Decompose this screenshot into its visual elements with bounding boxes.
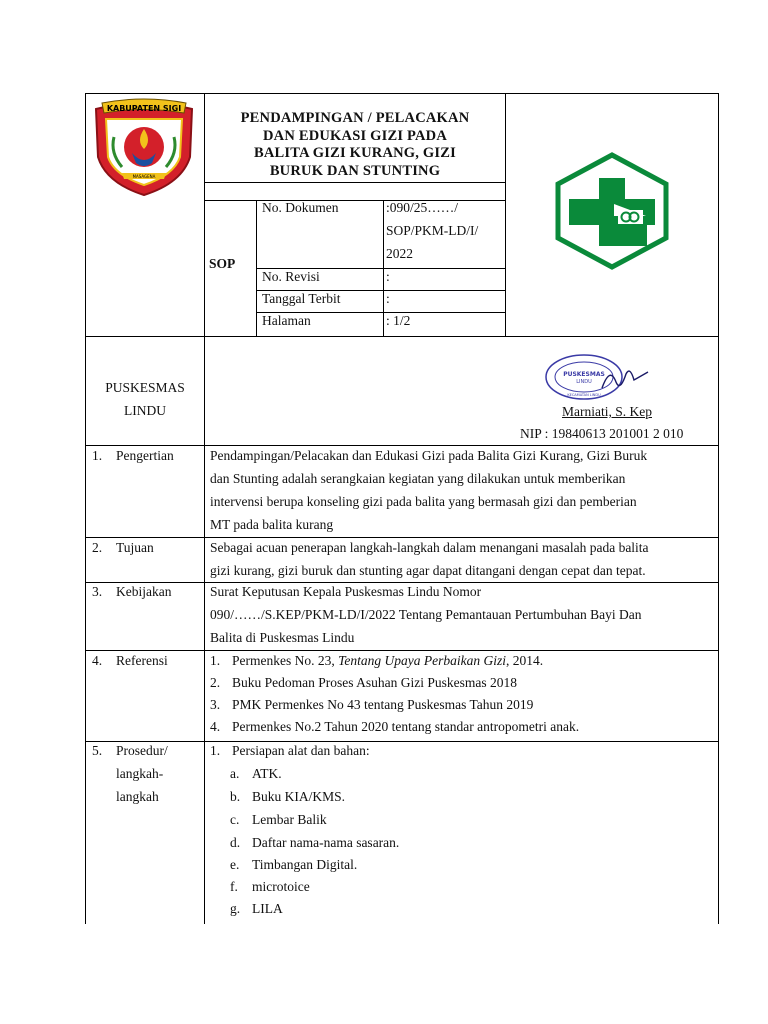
tanggal-terbit-value: : [386, 291, 390, 306]
referensi-item-4-number: 4. [210, 719, 221, 734]
title-line-4: BURUK DAN STUNTING [269, 162, 441, 179]
logo-motto-text: MASAGENA [132, 174, 156, 179]
pengertian-number: 1. [92, 448, 103, 463]
top-border [85, 93, 719, 94]
no-dokumen-value-1: :090/25……/ [386, 200, 459, 215]
subitem-c-letter: c. [230, 812, 240, 827]
prosedur-step-1: Persiapan alat dan bahan: [232, 743, 370, 758]
subitem-e-letter: e. [230, 857, 240, 872]
stamp-text-2: LINDU [576, 379, 592, 385]
puskesmas-name-line-1: PUSKESMAS [105, 380, 185, 395]
referensi-item-4: Permenkes No.2 Tahun 2020 tentang standar antropometri anak. [232, 719, 580, 734]
halaman-label: Halaman [262, 313, 311, 328]
tujuan-line-1: Sebagai acuan penerapan langkah-langkah dalam menangani masalah pada balita [210, 540, 649, 555]
stamp-text-1: PUSKESMAS [563, 371, 605, 378]
halaman-value: : 1/2 [386, 313, 411, 328]
subitem-g: LILA [252, 901, 283, 916]
title-line-2: DAN EDUKASI GIZI PADA [263, 127, 447, 144]
subitem-a: ATK. [252, 766, 282, 781]
no-revisi-value: : [386, 269, 390, 284]
sop-label: SOP [209, 256, 236, 271]
stamp-text-3: KECAMATAN LINDU [567, 393, 601, 397]
kebijakan-number: 3. [92, 584, 103, 599]
prosedur-step-1-number: 1. [210, 743, 221, 758]
referensi-item-1-number: 1. [210, 653, 221, 668]
official-stamp [544, 352, 660, 402]
tujuan-label: Tujuan [116, 540, 154, 555]
tujuan-line-2: gizi kurang, gizi buruk dan stunting agar dapat ditangani dengan cepat dan tepat. [210, 563, 646, 578]
prosedur-label-2: langkah- [116, 766, 164, 781]
no-dokumen-value-2: SOP/PKM-LD/I/ [386, 223, 479, 238]
document-title [206, 110, 504, 180]
pengertian-line-1: Pendampingan/Pelacakan dan Edukasi Gizi pada Balita Gizi Kurang, Gizi Buruk [210, 448, 648, 463]
subitem-c: Lembar Balik [252, 812, 327, 827]
title-bottom-line [204, 182, 505, 183]
pengertian-line-3: intervensi berupa konseling gizi pada balita yang bermasah gizi dan pemberian [210, 494, 637, 509]
kabupaten-sigi-logo [92, 97, 196, 197]
kebijakan-line-2: 090/……/S.KEP/PKM-LD/I/2022 Tentang Pemantauan Pertumbuhan Bayi Dan [210, 607, 642, 622]
row-line-referensi [85, 741, 719, 742]
pengertian-label: Pengertian [116, 448, 174, 463]
kebijakan-label: Kebijakan [116, 584, 172, 599]
subitem-f: microtoice [252, 879, 310, 894]
prosedur-number: 5. [92, 743, 103, 758]
signer-nip: NIP : 19840613 201001 2 010 [520, 426, 684, 441]
pengertian-line-4: MT pada balita kurang [210, 517, 334, 532]
left-border [85, 93, 86, 924]
referensi-item-1-title: Tentang Upaya Perbaikan Gizi [338, 653, 506, 668]
subitem-b: Buku KIA/KMS. [252, 789, 346, 804]
referensi-item-2-number: 2. [210, 675, 221, 690]
kebijakan-line-3: Balita di Puskesmas Lindu [210, 630, 355, 645]
referensi-item-3: PMK Permenkes No 43 tentang Puskesmas Tahun 2019 [232, 697, 534, 712]
handwritten-signature [602, 371, 648, 388]
title-line-1: PENDAMPINGAN / PELACAKAN [240, 110, 470, 126]
referensi-label: Referensi [116, 653, 168, 668]
referensi-item-3-number: 3. [210, 697, 221, 712]
signer-name: Marniati, S. Kep [562, 404, 652, 419]
right-border [718, 93, 719, 924]
no-revisi-label: No. Revisi [262, 269, 320, 284]
subitem-b-letter: b. [230, 789, 241, 804]
col-divider-1 [204, 93, 205, 924]
subitem-d-letter: d. [230, 835, 241, 850]
subitem-e: Timbangan Digital. [252, 857, 358, 872]
referensi-item-1-post: , 2014. [505, 653, 544, 668]
puskesmas-logo [553, 152, 671, 270]
subitem-d: Daftar nama-nama sasaran. [252, 835, 400, 850]
title-line-3: BALITA GIZI KURANG, GIZI [254, 145, 456, 161]
puskesmas-name-line-2: LINDU [124, 403, 166, 418]
col-divider-logo [505, 93, 506, 336]
prosedur-label-1: Prosedur/ [116, 743, 168, 758]
meta-top-line [204, 200, 505, 201]
subitem-g-letter: g. [230, 901, 241, 916]
pengertian-line-2: dan Stunting adalah serangkaian kegiatan yang dilakukan untuk memberikan [210, 471, 626, 486]
kebijakan-line-1: Surat Keputusan Kepala Puskesmas Lindu Nomor [210, 584, 482, 599]
prosedur-label-3: langkah [116, 789, 159, 804]
referensi-item-1-pre: Permenkes No. 23, [232, 653, 339, 668]
subitem-f-letter: f. [230, 879, 238, 894]
logo-banner-text: KABUPATEN SIGI [106, 104, 182, 113]
tanggal-terbit-label: Tanggal Terbit [262, 291, 341, 306]
tujuan-number: 2. [92, 540, 103, 555]
referensi-item-1 [232, 650, 543, 673]
referensi-item-2: Buku Pedoman Proses Asuhan Gizi Puskesmas 2018 [232, 675, 517, 690]
no-dokumen-value-3: 2022 [386, 246, 413, 261]
subitem-a-letter: a. [230, 766, 240, 781]
referensi-number: 4. [92, 653, 103, 668]
no-dokumen-label: No. Dokumen [262, 200, 339, 215]
row-line-header [85, 336, 719, 337]
